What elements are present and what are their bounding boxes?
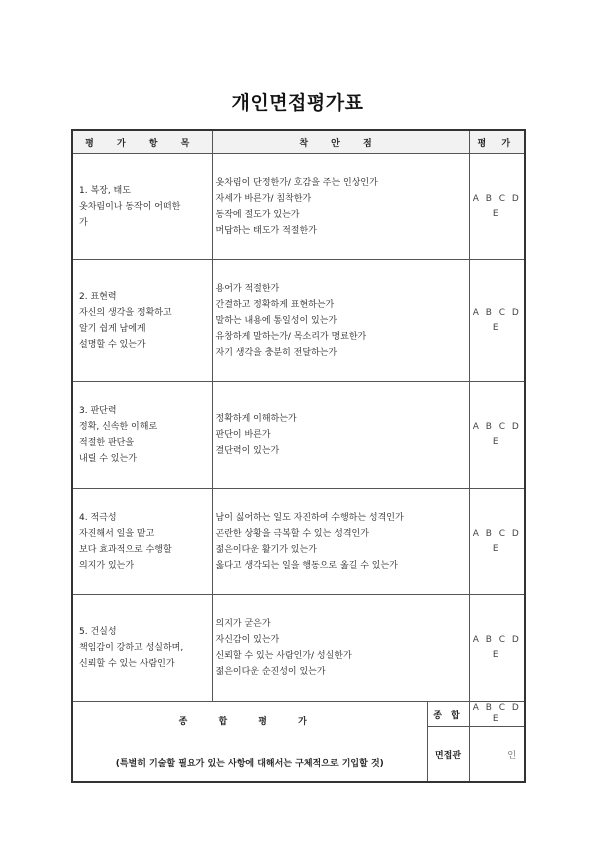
table-header-row (72, 130, 525, 154)
check-appearance: 옷차림이 단정한가/ 호감을 주는 인상인가 자세가 바른가/ 침착한가 동작에 절도가 있는가 머답하는 태도가 적절한가 (212, 154, 469, 260)
check-expression: 용어가 적절한가 간결하고 정확하게 표현하는가 말하는 내용에 통일성이 있는가 유창하게 말하는가/ 목소리가 명료한가 자기 생각을 충분히 전달하는가 (212, 260, 469, 382)
table-row (72, 382, 525, 489)
document-title: 개인면접평가표 (231, 92, 364, 114)
grade-options[interactable]: A B C D E (469, 260, 525, 382)
item-judgment: 3. 판단력 정확, 신속한 이해로 적절한 판단을 내릴 수 있는가 (72, 382, 212, 489)
header-check: 착 안 점 (212, 130, 469, 154)
summary-row (72, 702, 525, 727)
table-row (72, 489, 525, 595)
item-appearance: 1. 복장, 태도 옷차림이나 동작이 어떠한 가 (72, 154, 212, 260)
check-judgment: 정확하게 이해하는가 판단이 바른가 결단력이 있는가 (212, 382, 469, 489)
header-item: 평 가 항 목 (72, 130, 212, 154)
item-expression: 2. 표현력 자신의 생각을 정확하고 알기 쉽게 남에게 설명할 수 있는가 (72, 260, 212, 382)
grade-options[interactable]: A B C D E (469, 154, 525, 260)
grade-options[interactable]: A B C D E (469, 382, 525, 489)
grade-options[interactable]: A B C D E (469, 489, 525, 595)
total-grade-options[interactable]: A B C D E (469, 702, 525, 727)
total-label: 종 합 (427, 702, 469, 727)
summary-label: 종 합 평 가 (178, 717, 321, 727)
grade-options[interactable]: A B C D E (469, 595, 525, 702)
table-row (72, 595, 525, 702)
table-row (72, 260, 525, 382)
interviewer-label: 면접관 (427, 727, 469, 782)
summary-note: (특별히 기술할 필요가 있는 사항에 대해서는 구체적으로 기입할 것) (115, 759, 384, 769)
check-initiative: 남이 싫어하는 일도 자진하여 수행하는 성격인가 곤란한 상황을 극복할 수 있는 성격인가 젊은이다운 활기가 있는가 옳다고 생각되는 일을 행동으로 옮길 수 있는가 (212, 489, 469, 595)
interviewer-seal[interactable]: 인 (469, 727, 525, 782)
check-integrity: 의지가 굳은가 자신감이 있는가 신뢰할 수 있는 사람인가/ 성실한가 젊은이다운 순진성이 있는가 (212, 595, 469, 702)
item-integrity: 5. 건실성 책임감이 강하고 성실하며, 신뢰할 수 있는 사람인가 (72, 595, 212, 702)
summary-cell[interactable] (72, 702, 427, 783)
table-row (72, 154, 525, 260)
evaluation-table (71, 129, 526, 783)
item-initiative: 4. 적극성 자진해서 일을 맡고 보다 효과적으로 수행할 의지가 있는가 (72, 489, 212, 595)
header-grade: 평 가 (469, 130, 525, 154)
